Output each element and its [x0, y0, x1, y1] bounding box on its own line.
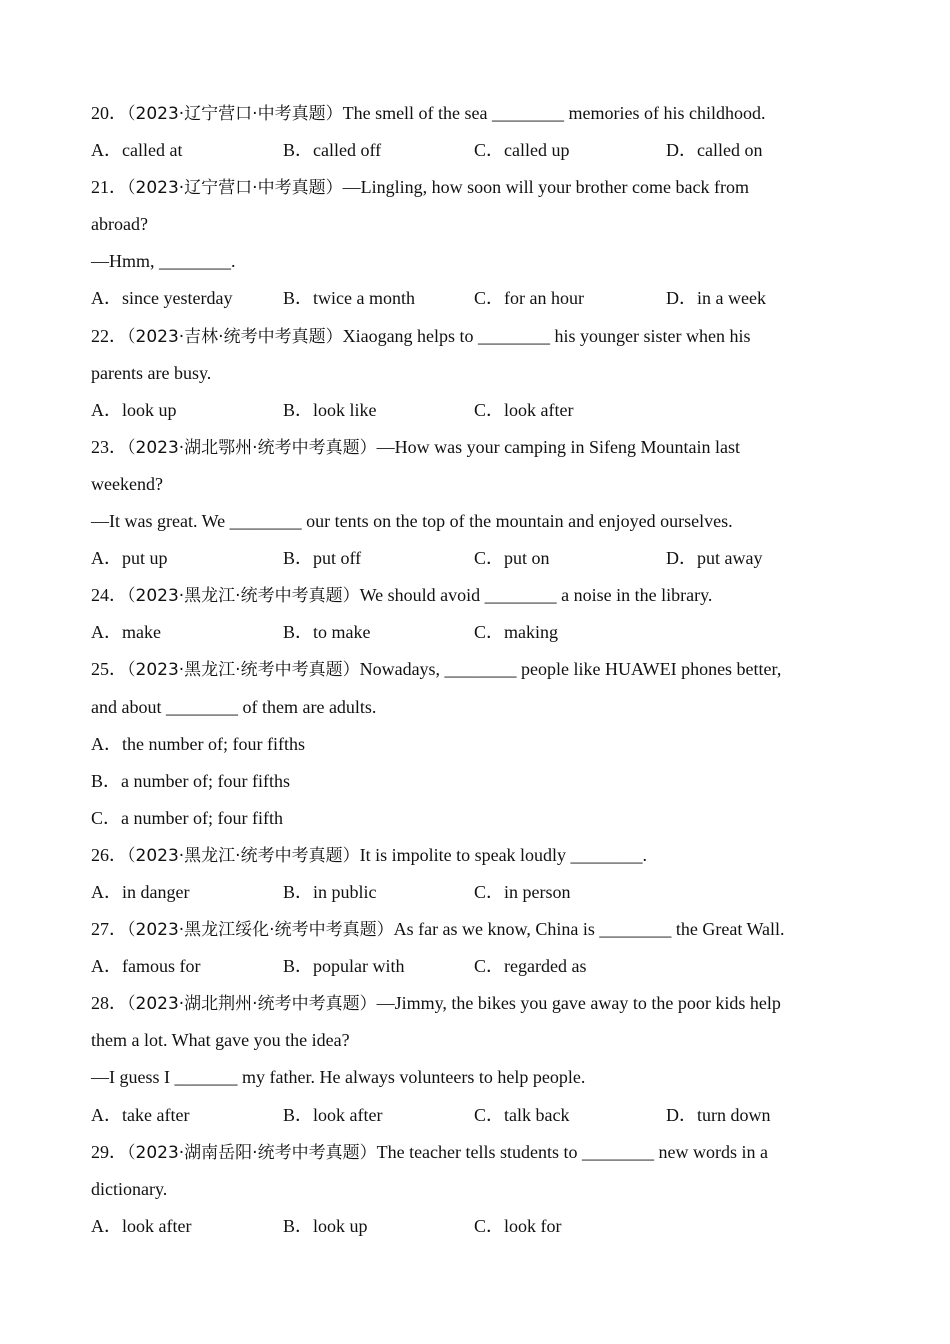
- options-row: [91, 1097, 871, 1134]
- options-row: [91, 1208, 871, 1245]
- option-d: D．called on: [666, 140, 763, 161]
- question-text: It is impolite to speak loudly ________.: [359, 844, 648, 865]
- question-text-line: parents are busy.: [91, 362, 212, 383]
- option-c: C．look after: [474, 399, 574, 420]
- options-row: [91, 392, 871, 429]
- question-21: [91, 169, 871, 317]
- option-a: A．called at: [91, 140, 183, 161]
- option-a: A．famous for: [91, 956, 201, 977]
- question-source: （2023·湖北荆州·统考中考真题）: [127, 994, 377, 1015]
- option-b: B．popular with: [283, 956, 405, 977]
- option-c: C．talk back: [474, 1104, 570, 1125]
- options-row: [91, 874, 871, 911]
- option-c: C．in person: [474, 881, 571, 902]
- question-number: 25．: [91, 659, 127, 680]
- question-text: —How was your camping in Sifeng Mountain last: [376, 436, 741, 457]
- question-number: 22．: [91, 325, 127, 346]
- option-a: A．make: [91, 622, 161, 643]
- question-26: [91, 837, 871, 911]
- options-row: [91, 614, 871, 651]
- option-a: A．look after: [91, 1215, 192, 1236]
- question-28: [91, 985, 871, 1133]
- option-c: C．called up: [474, 140, 570, 161]
- option-c: C．look for: [474, 1215, 562, 1236]
- question-text-line: and about ________ of them are adults.: [91, 696, 377, 717]
- option-d: D．in a week: [666, 288, 766, 309]
- question-number: 26．: [91, 844, 127, 865]
- options-row: [91, 948, 871, 985]
- question-source: （2023·黑龙江·统考中考真题）: [127, 586, 360, 607]
- question-text: As far as we know, China is ________ the Great Wall.: [393, 919, 785, 940]
- question-source: （2023·黑龙江绥化·统考中考真题）: [127, 920, 394, 941]
- question-text-line: dictionary.: [91, 1178, 168, 1199]
- question-number: 28．: [91, 993, 127, 1014]
- options-row: [91, 540, 871, 577]
- option-b: B．twice a month: [283, 288, 415, 309]
- question-text: The teacher tells students to ________ new words in a: [376, 1141, 768, 1162]
- question-text: Nowadays, ________ people like HUAWEI phones better,: [359, 659, 782, 680]
- question-23: [91, 429, 871, 577]
- question-text-line: —It was great. We ________ our tents on the top of the mountain and enjoyed ourselves.: [91, 511, 733, 532]
- question-source: （2023·黑龙江·统考中考真题）: [127, 660, 360, 681]
- option-b: B．to make: [283, 622, 371, 643]
- question-20: [91, 95, 871, 169]
- option-b: B．look after: [283, 1104, 383, 1125]
- option-a: A．since yesterday: [91, 288, 233, 309]
- question-number: 27．: [91, 919, 127, 940]
- question-list: [91, 95, 871, 1245]
- question-source: （2023·吉林·统考中考真题）: [127, 326, 343, 347]
- question-source: （2023·辽宁营口·中考真题）: [127, 178, 343, 199]
- question-stem-line: [91, 1134, 871, 1171]
- question-source: （2023·湖南岳阳·统考中考真题）: [127, 1142, 377, 1163]
- question-number: 21．: [91, 177, 127, 198]
- option-a: A．the number of; four fifths: [91, 733, 305, 754]
- option-c: C．for an hour: [474, 288, 584, 309]
- options-row: [91, 132, 871, 169]
- option-c: C．making: [474, 622, 558, 643]
- question-29: [91, 1134, 871, 1245]
- question-text: We should avoid ________ a noise in the library.: [359, 585, 713, 606]
- question-number: 29．: [91, 1141, 127, 1162]
- question-text-line: abroad?: [91, 214, 148, 235]
- option-a: A．in danger: [91, 881, 190, 902]
- question-stem-line: [91, 651, 871, 688]
- question-22: [91, 318, 871, 429]
- question-27: [91, 911, 871, 985]
- question-text-line: —I guess I _______ my father. He always volunteers to help people.: [91, 1067, 586, 1088]
- question-source: （2023·黑龙江·统考中考真题）: [127, 845, 360, 866]
- option-d: D．put away: [666, 548, 763, 569]
- option-a: A．look up: [91, 399, 177, 420]
- option-a: A．take after: [91, 1104, 190, 1125]
- option-b: B．called off: [283, 140, 382, 161]
- option-b: B．in public: [283, 881, 377, 902]
- question-stem-line: [91, 911, 871, 948]
- question-stem-line: [91, 318, 871, 355]
- question-stem-line: [91, 429, 871, 466]
- question-stem-line: [91, 577, 871, 614]
- question-25: [91, 651, 871, 836]
- option-a: A．put up: [91, 548, 168, 569]
- question-stem-line: [91, 985, 871, 1022]
- option-d: D．turn down: [666, 1104, 771, 1125]
- question-text-line: weekend?: [91, 473, 163, 494]
- option-b: B．put off: [283, 548, 362, 569]
- question-number: 24．: [91, 585, 127, 606]
- question-text: —Jimmy, the bikes you gave away to the poor kids help: [376, 993, 781, 1014]
- question-stem-line: [91, 95, 871, 132]
- question-text: —Lingling, how soon will your brother come back from: [342, 177, 750, 198]
- option-c: C．a number of; four fifth: [91, 807, 283, 828]
- question-source: （2023·湖北鄂州·统考中考真题）: [127, 437, 377, 458]
- option-b: B．look up: [283, 1215, 368, 1236]
- question-text-line: —Hmm, ________.: [91, 251, 236, 272]
- question-stem-line: [91, 169, 871, 206]
- question-stem-line: [91, 837, 871, 874]
- options-row: [91, 280, 871, 317]
- option-b: B．a number of; four fifths: [91, 770, 290, 791]
- option-b: B．look like: [283, 399, 377, 420]
- question-24: [91, 577, 871, 651]
- option-c: C．put on: [474, 548, 550, 569]
- question-number: 23．: [91, 436, 127, 457]
- question-source: （2023·辽宁营口·中考真题）: [127, 104, 343, 124]
- option-c: C．regarded as: [474, 956, 587, 977]
- question-text: The smell of the sea ________ memories of his childhood.: [342, 103, 766, 123]
- question-text: Xiaogang helps to ________ his younger sister when his: [342, 325, 751, 346]
- question-number: 20．: [91, 103, 127, 123]
- question-text-line: them a lot. What gave you the idea?: [91, 1030, 350, 1051]
